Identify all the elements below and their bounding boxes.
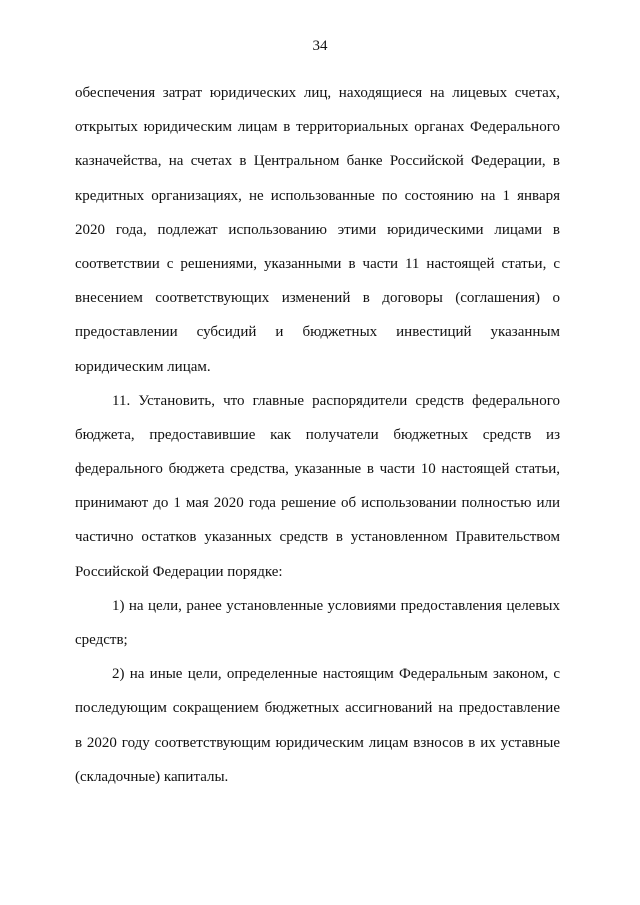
document-body: [75, 76, 560, 794]
text-line: федерального бюджета средства, указанные в части 10 настоящей статьи,: [75, 461, 560, 478]
text-line: 2020 года, подлежат использованию этими юридическими лицами в: [75, 221, 560, 238]
text-line: принимают до 1 мая 2020 года решение об использовании полностью или: [75, 495, 560, 512]
paragraph-section-11: [75, 384, 560, 589]
text-line: средств;: [75, 632, 128, 648]
text-line: 1) на цели, ранее установленные условиями предоставления целевых: [112, 597, 560, 614]
paragraph-continuation: [75, 76, 560, 384]
text-line: предоставлении субсидий и бюджетных инвестиций указанным: [75, 324, 560, 341]
text-line: в 2020 году соответствующим юридическим лицам взносов в их уставные: [75, 734, 560, 751]
paragraph-item-1: [75, 589, 560, 657]
text-line: 2) на иные цели, определенные настоящим Федеральным законом, с: [112, 666, 560, 683]
text-line: юридическим лицам.: [75, 358, 211, 375]
page-number: 34: [312, 38, 328, 54]
text-line: последующим сокращением бюджетных ассигнований на предоставление: [75, 700, 560, 717]
paragraph-item-2: [75, 657, 560, 794]
text-line: 11. Установить, что главные распорядители средств федерального: [112, 392, 560, 409]
text-line: обеспечения затрат юридических лиц, находящиеся на лицевых счетах,: [75, 85, 560, 101]
text-line: (складочные) капиталы.: [75, 768, 229, 785]
text-line: соответствии с решениями, указанными в части 11 настоящей статьи, с: [75, 255, 560, 272]
text-line: бюджета, предоставившие как получатели бюджетных средств из: [75, 426, 560, 443]
text-line: открытых юридическим лицам в территориальных органах Федерального: [75, 119, 560, 136]
text-line: Российской Федерации порядке:: [75, 563, 283, 580]
text-line: внесением соответствующих изменений в договоры (соглашения) о: [75, 290, 560, 307]
text-line: кредитных организациях, не использованные по состоянию на 1 января: [75, 187, 560, 204]
text-line: казначейства, на счетах в Центральном банке Российской Федерации, в: [75, 153, 560, 170]
text-line: частично остатков указанных средств в установленном Правительством: [75, 529, 560, 546]
